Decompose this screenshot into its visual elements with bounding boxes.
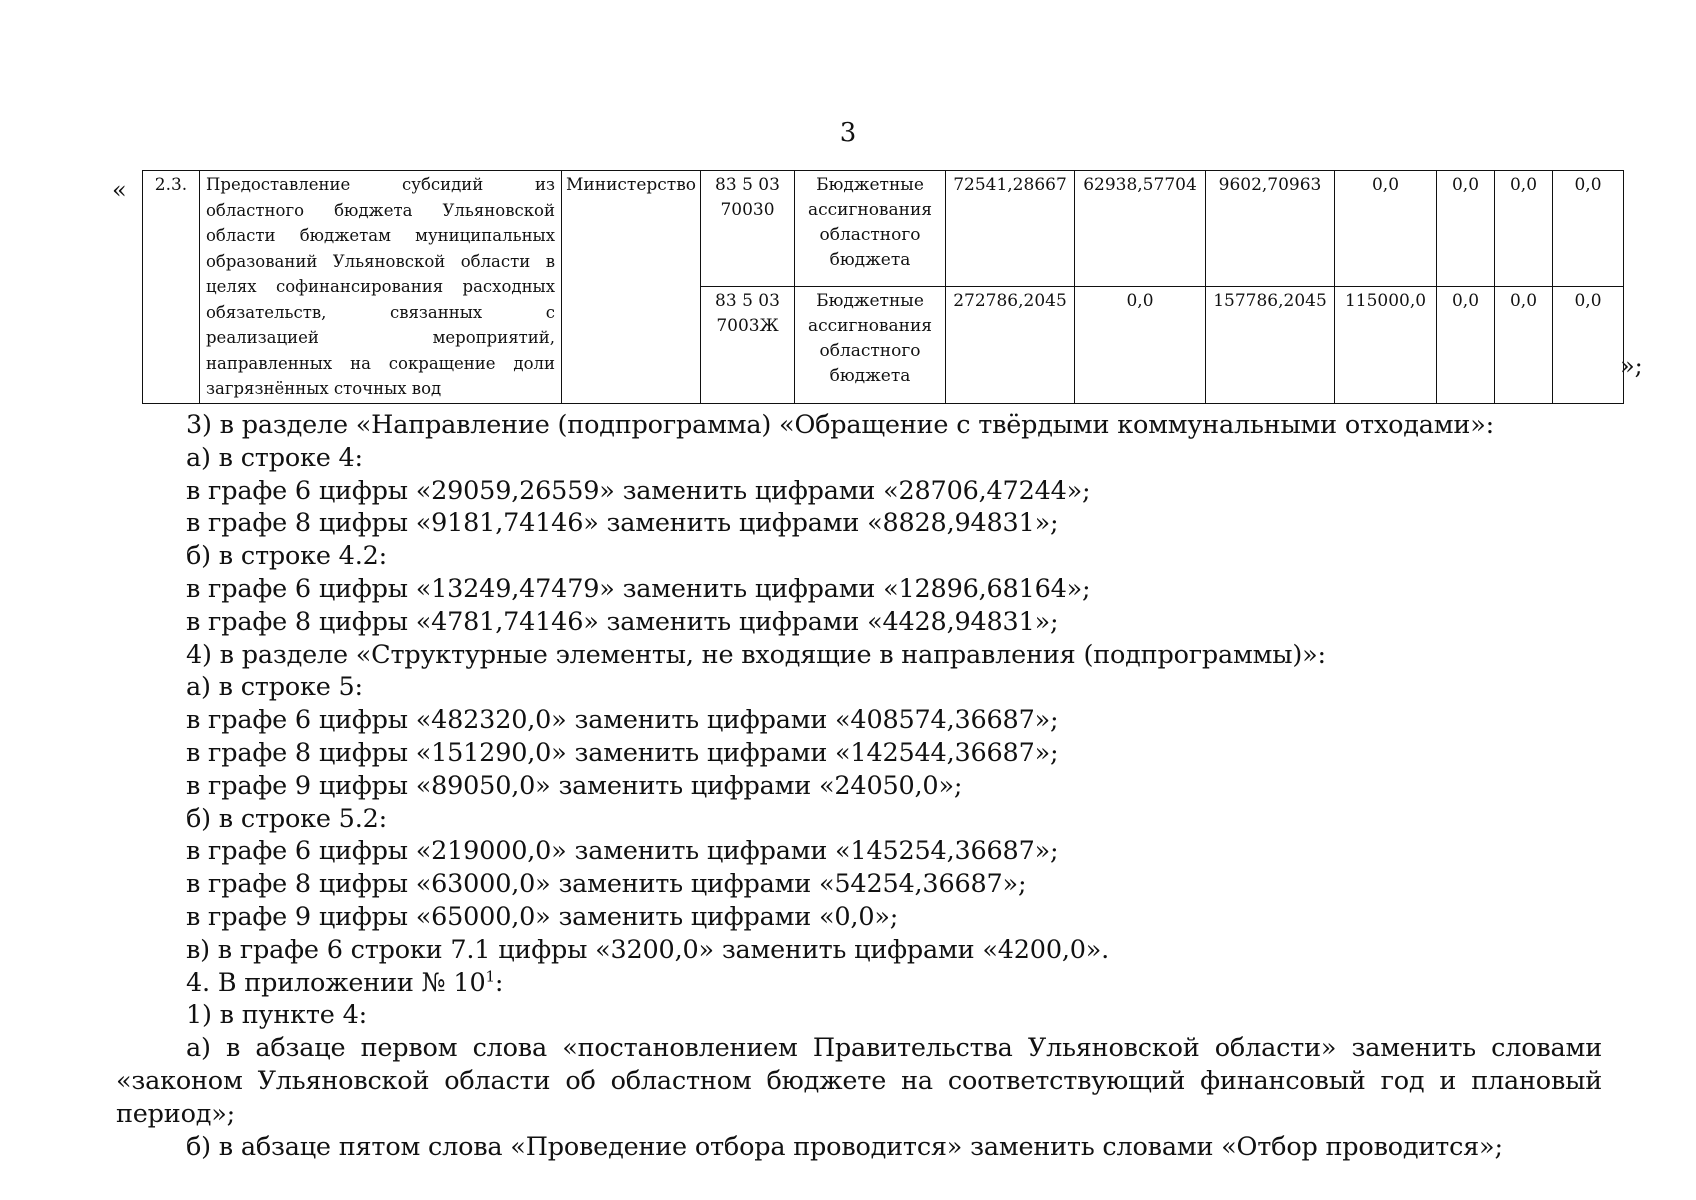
- paragraph: а) в абзаце первом слова «постановлением Правительства Ульяновской области» заменить словами «законом Ульяновской области об областном бюджете на соответствующий финансовый год и плановый период»;: [116, 1033, 1602, 1129]
- value-cell: 157786,2045: [1206, 287, 1335, 403]
- source-cell: Бюджетные ассигнования областного бюджета: [795, 171, 946, 287]
- row-number-cell: 2.3.: [143, 171, 200, 404]
- paragraph: в графе 9 цифры «65000,0» заменить цифрами «0,0»;: [186, 901, 899, 932]
- value-cell: 0,0: [1495, 287, 1553, 403]
- amendment-text: [116, 409, 1602, 1163]
- value-cell: 0,0: [1553, 171, 1624, 287]
- code-cell: 83 5 03 7003Ж: [701, 287, 795, 403]
- paragraph: б) в абзаце пятом слова «Проведение отбора проводится» заменить словами «Отбор проводится»;: [186, 1131, 1503, 1162]
- description-cell: Предоставление субсидий из областного бюджета Ульяновской области бюджетам муниципальных образований Ульяновской области в целях софинансирования расходных обязательств, связанных с реализацией мероприятий, направленных на сокращение доли загрязнённых сточных вод: [200, 171, 562, 404]
- paragraph: 4) в разделе «Структурные элементы, не входящие в направления (подпрограммы)»:: [186, 639, 1326, 670]
- table-row: [143, 171, 1624, 287]
- paragraph: б) в строке 5.2:: [186, 803, 388, 834]
- value-cell: 272786,2045: [946, 287, 1075, 403]
- value-cell: 62938,57704: [1075, 171, 1206, 287]
- paragraph: в графе 6 цифры «482320,0» заменить цифрами «408574,36687»;: [186, 705, 1059, 736]
- value-cell: 0,0: [1553, 287, 1624, 403]
- value-cell: 0,0: [1335, 171, 1437, 287]
- appendix-heading-suffix: :: [494, 967, 504, 998]
- code-cell: 83 5 03 70030: [701, 171, 795, 287]
- page-number: 3: [839, 118, 857, 148]
- appendix-heading-text: 4. В приложении № 10: [186, 967, 486, 998]
- paragraph: а) в строке 4:: [186, 442, 363, 473]
- appendix-superscript: 1: [485, 967, 495, 986]
- appendix-heading: [116, 967, 1602, 1000]
- source-cell: Бюджетные ассигнования областного бюджета: [795, 287, 946, 403]
- paragraph: в графе 8 цифры «9181,74146» заменить цифрами «8828,94831»;: [186, 508, 1059, 539]
- paragraph: а) в строке 5:: [186, 672, 363, 703]
- budget-table: [142, 170, 1624, 404]
- opening-quote: «: [112, 176, 127, 204]
- value-cell: 0,0: [1437, 171, 1495, 287]
- paragraph: в графе 8 цифры «151290,0» заменить цифрами «142544,36687»;: [186, 737, 1059, 768]
- paragraph: в) в графе 6 строки 7.1 цифры «3200,0» заменить цифрами «4200,0».: [186, 934, 1110, 965]
- paragraph: в графе 6 цифры «29059,26559» заменить цифрами «28706,47244»;: [186, 475, 1091, 506]
- value-cell: 0,0: [1495, 171, 1553, 287]
- value-cell: 0,0: [1437, 287, 1495, 403]
- paragraph: в графе 9 цифры «89050,0» заменить цифрами «24050,0»;: [186, 770, 963, 801]
- paragraph: в графе 6 цифры «13249,47479» заменить цифрами «12896,68164»;: [186, 573, 1091, 604]
- paragraph: б) в строке 4.2:: [186, 541, 388, 572]
- value-cell: 9602,70963: [1206, 171, 1335, 287]
- executor-cell: Министерство: [562, 171, 701, 404]
- paragraph: в графе 6 цифры «219000,0» заменить цифрами «145254,36687»;: [186, 836, 1059, 867]
- paragraph: в графе 8 цифры «63000,0» заменить цифрами «54254,36687»;: [186, 869, 1027, 900]
- closing-quote: »;: [1620, 352, 1643, 380]
- value-cell: 0,0: [1075, 287, 1206, 403]
- paragraph: в графе 8 цифры «4781,74146» заменить цифрами «4428,94831»;: [186, 606, 1059, 637]
- paragraph: 1) в пункте 4:: [186, 1000, 367, 1031]
- value-cell: 115000,0: [1335, 287, 1437, 403]
- value-cell: 72541,28667: [946, 171, 1075, 287]
- paragraph: 3) в разделе «Направление (подпрограмма) «Обращение с твёрдыми коммунальными отходами»:: [186, 410, 1495, 440]
